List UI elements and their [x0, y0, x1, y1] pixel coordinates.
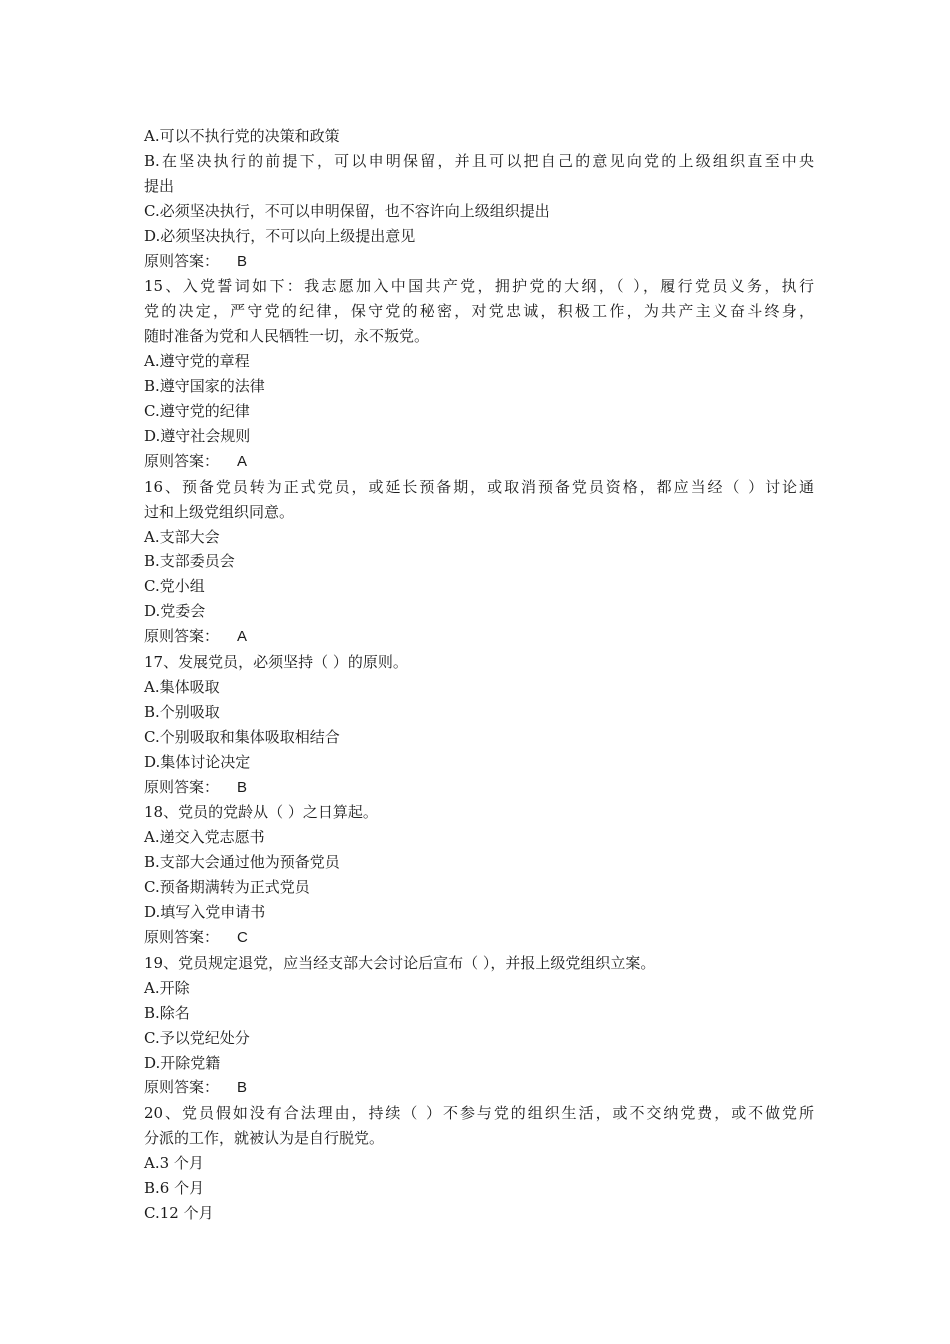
- text-line: C.必须坚决执行，不可以申明保留，也不容许向上级组织提出: [144, 201, 550, 220]
- answer-label: 原则答案：: [144, 1078, 220, 1097]
- answer-value: B: [237, 778, 248, 796]
- answer-value: A: [237, 628, 248, 646]
- answer-line: [144, 449, 814, 475]
- answer-line: [144, 925, 814, 951]
- text-line: A.支部大会: [144, 527, 220, 546]
- text-line: C.党小组: [144, 577, 205, 596]
- answer-line: [144, 775, 814, 801]
- answer-label: 原则答案：: [144, 777, 220, 796]
- text-line: 15、入党誓词如下：我志愿加入中国共产党，拥护党的大纲，（ ），履行党员义务，执行: [144, 277, 814, 296]
- answer-line: [144, 249, 814, 275]
- text-line: B.在坚决执行的前提下，可以申明保留，并且可以把自己的意见向党的上级组织直至中央: [144, 151, 814, 170]
- text-line: B.支部委员会: [144, 552, 235, 571]
- text-line: A.遵守党的章程: [144, 352, 250, 371]
- text-line: 随时准备为党和人民牺牲一切，永不叛党。: [144, 327, 430, 346]
- text-line: A.3 个月: [144, 1154, 204, 1173]
- text-line: 20、党员假如没有合法理由，持续（ ）不参与党的组织生活，或不交纳党费，或不做党所: [144, 1104, 814, 1123]
- text-line: A.开除: [144, 978, 190, 997]
- answer-label: 原则答案：: [144, 627, 220, 646]
- text-line: D.必须坚决执行，不可以向上级提出意见: [144, 226, 416, 245]
- answer-line: [144, 1075, 814, 1101]
- text-line: A.集体吸取: [144, 677, 220, 696]
- text-line: C.12 个月: [144, 1203, 214, 1222]
- text-line: 分派的工作，就被认为是自行脱党。: [144, 1129, 385, 1148]
- text-line: 16、预备党员转为正式党员，或延长预备期，或取消预备党员资格，都应当经（ ）讨论通: [144, 477, 814, 496]
- text-line: C.预备期满转为正式党员: [144, 878, 310, 897]
- answer-value: B: [237, 1079, 248, 1097]
- text-line: 17、发展党员，必须坚持（ ）的原则。: [144, 653, 408, 672]
- text-line: D.集体讨论决定: [144, 752, 251, 771]
- text-line: B.6 个月: [144, 1179, 205, 1198]
- text-line: D.开除党籍: [144, 1053, 221, 1072]
- text-line: B.个别吸取: [144, 702, 220, 721]
- answer-line: [144, 624, 814, 650]
- text-line: C.予以党纪处分: [144, 1028, 250, 1047]
- answer-value: B: [237, 252, 248, 270]
- text-line: C.个别吸取和集体吸取相结合: [144, 727, 340, 746]
- text-line: B.除名: [144, 1003, 190, 1022]
- text-line: 过和上级党组织同意。: [144, 502, 295, 521]
- text-line: 党的决定，严守党的纪律，保守党的秘密，对党忠诚，积极工作，为共产主义奋斗终身，: [144, 302, 814, 321]
- answer-label: 原则答案：: [144, 451, 220, 470]
- text-line: 19、党员规定退党，应当经支部大会讨论后宣布（ ），并报上级党组织立案。: [144, 953, 656, 972]
- answer-value: C: [237, 929, 248, 946]
- answer-value: A: [237, 452, 248, 470]
- text-line: 提出: [144, 176, 175, 195]
- text-line: D.党委会: [144, 602, 206, 621]
- text-line: 18、党员的党龄从（ ）之日算起。: [144, 803, 378, 822]
- text-line: D.填写入党申请书: [144, 903, 266, 922]
- text-line: C.遵守党的纪律: [144, 401, 250, 420]
- text-line: B.遵守国家的法律: [144, 377, 265, 396]
- text-line: A.递交入党志愿书: [144, 828, 265, 847]
- document-page: [144, 124, 814, 1226]
- answer-label: 原则答案：: [144, 928, 220, 946]
- text-line: A.可以不执行党的决策和政策: [144, 127, 340, 145]
- text-line: B.支部大会通过他为预备党员: [144, 853, 340, 872]
- answer-label: 原则答案：: [144, 251, 220, 270]
- text-line: D.遵守社会规则: [144, 426, 251, 445]
